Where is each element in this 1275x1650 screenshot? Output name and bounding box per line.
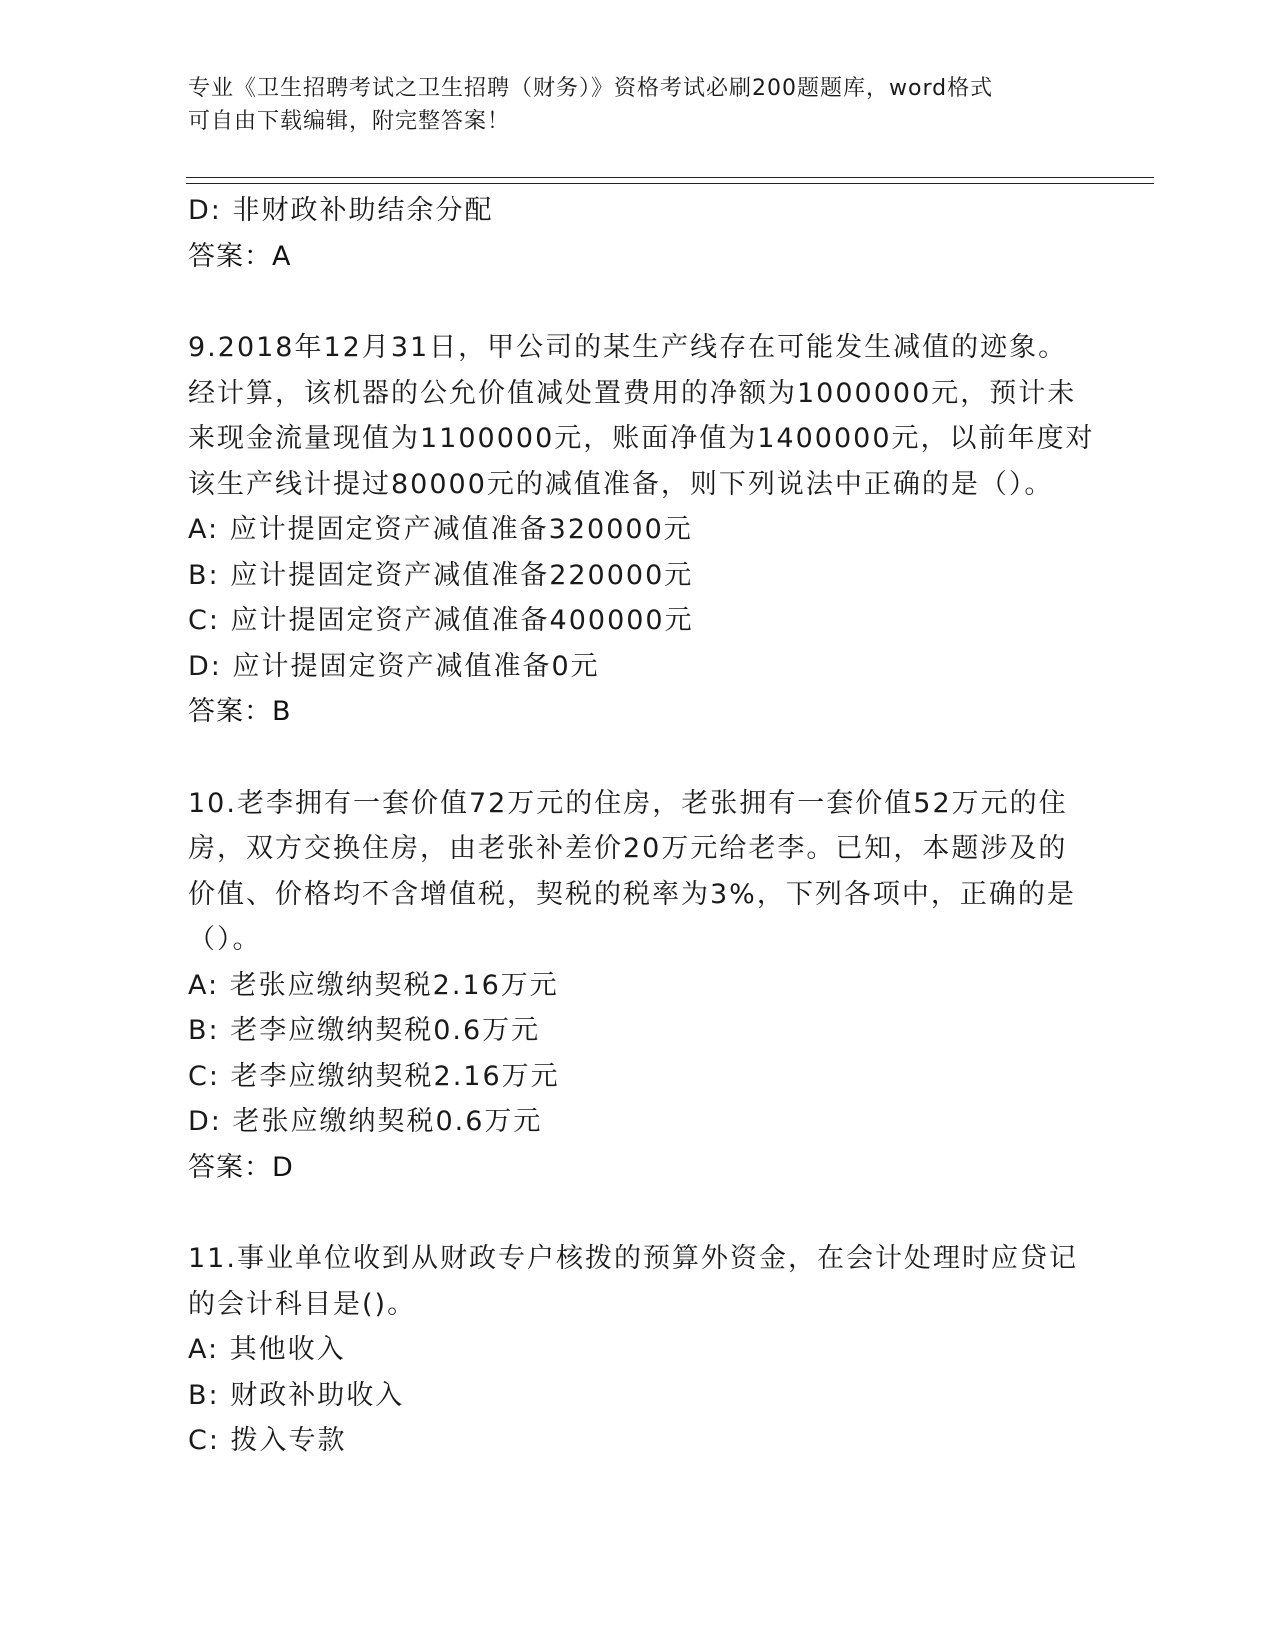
question-11-option-a: A: 其他收入 (188, 1334, 346, 1365)
question-9-option-c: C: 应计提固定资产减值准备400000元 (188, 605, 694, 636)
question-9-option-d: D: 应计提固定资产减值准备0元 (188, 650, 600, 682)
header-divider (186, 177, 1154, 184)
question-9-option-b: B: 应计提固定资产减值准备220000元 (188, 559, 694, 591)
question-10 (188, 781, 1088, 1191)
question-10-option-c: C: 老李应缴纳契税2.16万元 (188, 1060, 560, 1092)
question-9 (188, 325, 1095, 735)
question-9-stem-line: 该生产线计提过80000元的减值准备，则下列说法中正确的是（）。 (188, 468, 1054, 500)
question-9-stem-line: 来现金流量现值为1100000元，账面净值为1400000元，以前年度对 (188, 423, 1095, 454)
question-10-stem-line: 10.老李拥有一套价值72万元的住房，老张拥有一套价值52万元的住 (188, 787, 1068, 819)
question-11-stem-line: 的会计科目是()。 (188, 1288, 417, 1320)
question-content (188, 188, 1095, 1464)
header-title-line-2: 可自由下载编辑，附完整答案！ (188, 109, 511, 134)
prev-question-answer: 答案：A (188, 240, 292, 272)
question-10-option-a: A: 老张应缴纳契税2.16万元 (188, 969, 559, 1001)
question-10-option-b: B: 老李应缴纳契税0.6万元 (188, 1015, 541, 1046)
question-11-option-b: B: 财政补助收入 (188, 1379, 405, 1411)
question-10-stem-line: （）。 (188, 924, 262, 955)
question-11-option-c: C: 拨入专款 (188, 1425, 347, 1456)
question-9-option-a: A: 应计提固定资产减值准备320000元 (188, 514, 693, 545)
header-title-line-1: 专业《卫生招聘考试之卫生招聘（财务）》资格考试必刷200题题库，word格式 (188, 76, 994, 101)
question-10-stem-line: 房，双方交换住房，由老张补差价20万元给老李。已知，本题涉及的 (188, 833, 1068, 864)
document-header (188, 72, 1088, 138)
question-9-stem-line: 经计算，该机器的公允价值减处置费用的净额为1000000元，预计未 (188, 377, 1077, 409)
question-11 (188, 1236, 1088, 1464)
spacer (188, 735, 1088, 781)
question-9-answer: 答案：B (188, 696, 292, 727)
question-10-answer: 答案：D (188, 1151, 294, 1183)
question-10-stem-line: 价值、价格均不含增值税，契税的税率为3%，下列各项中，正确的是 (188, 878, 1076, 910)
prev-question-option-d: D: 非财政补助结余分配 (188, 195, 494, 226)
spacer (188, 279, 1088, 325)
question-10-option-d: D: 老张应缴纳契税0.6万元 (188, 1106, 543, 1137)
question-11-stem-line: 11.事业单位收到从财政专户核拨的预算外资金，在会计处理时应贷记 (188, 1243, 1078, 1274)
question-9-stem-line: 9.2018年12月31日，甲公司的某生产线存在可能发生减值的迹象。 (188, 332, 1068, 363)
spacer (188, 1190, 1088, 1236)
